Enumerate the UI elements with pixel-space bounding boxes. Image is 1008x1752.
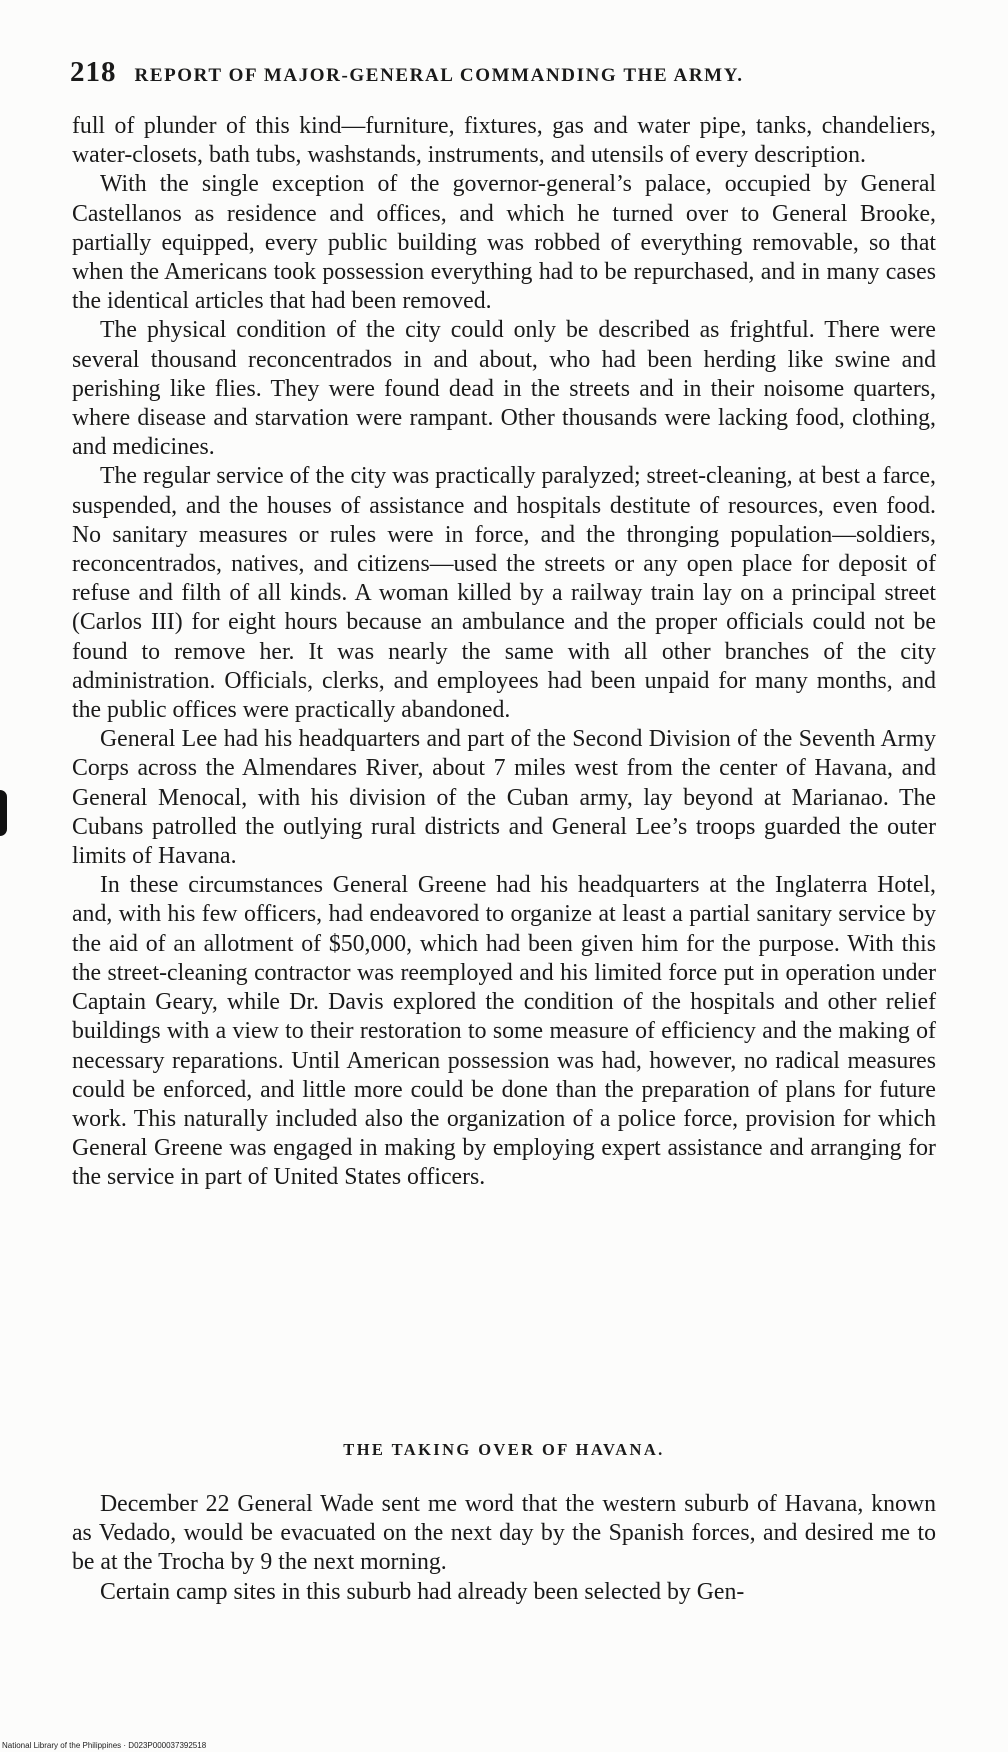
paragraph-december-22: December 22 General Wade sent me word that the western suburb of Havana, known as Vedado, would be evacuated on the next day by the Spanish forces, and desired me to be at the Trocha by 9 the next morning.: [72, 1491, 936, 1576]
binding-mark: [0, 790, 7, 836]
section-body-text: [72, 1490, 936, 1607]
paragraph-physical-condition: The physical condition of the city could only be described as frightful. There were several thousand reconcentrados in and about, who had been herding like swine and perishing like flies. They were found dead in the streets and in their noisome quarters, where disease and starvation were rampant. Other thousands were lacking food, clothing, and medicines.: [72, 317, 936, 461]
paragraph-general-lee: General Lee had his headquarters and part of the Second Division of the Seventh Army Corps across the Almendares River, about 7 miles west from the center of Havana, and General Menocal, with his division of the Cuban army, lay beyond at Marianao. The Cubans patrolled the outlying rural districts and General Lee’s troops guarded the outer limits of Havana.: [72, 726, 936, 870]
paragraph-public-buildings: With the single exception of the governor-general’s palace, occupied by General Castellanos as residence and offices, and which he turned over to General Brooke, partially equipped, every public building was robbed of everything removable, so that when the Americans took possession everything had to be repurchased, and in many cases the identical articles that had been removed.: [72, 171, 936, 315]
section-heading: THE TAKING OVER OF HAVANA.: [343, 1440, 665, 1459]
paragraph-camp-sites: Certain camp sites in this suburb had already been selected by Gen-: [100, 1578, 745, 1605]
page-number: 218: [70, 56, 117, 88]
running-head: [70, 56, 940, 96]
running-title: REPORT OF MAJOR-GENERAL COMMANDING THE ARMY.: [134, 65, 744, 86]
scan-credit: National Library of the Philippines · D023P000037392518: [2, 1741, 207, 1750]
paragraph-general-greene: In these circumstances General Greene had his headquarters at the Inglaterra Hotel, and, with his few officers, had endeavored to organize at least a partial sanitary service by the aid of an allotment of $50,000, which had been given him for the purpose. With this the street-cleaning contractor was reemployed and his limited force put in operation under Captain Geary, while Dr. Davis explored the condition of the hospitals and other relief buildings with a view to their restoration to some measure of efficiency and the making of necessary reparations. Until American possession was had, however, no radical measures could be enforced, and little more could be done than the preparation of plans for future work. This naturally included also the organization of a police force, provision for which General Greene was engaged in making by employing expert assistance and arranging for the service in part of United States officers.: [72, 872, 936, 1191]
paragraph-continuation: full of plunder of this kind—furniture, fixtures, gas and water pipe, tanks, chandeliers, water-closets, bath tubs, washstands, instruments, and utensils of every description.: [72, 113, 936, 169]
body-text: [72, 112, 936, 1193]
paragraph-regular-service: The regular service of the city was practically paralyzed; street-cleaning, at best a farce, suspended, and the houses of assistance and hospitals destitute of resources, even food. No sanitary measures or rules were in force, and the thronging population—soldiers, reconcentrados, natives, and citizens—used the streets or any open place for deposit of refuse and filth of all kinds. A woman killed by a railway train lay on a principal street (Carlos III) for eight hours because an ambulance and the proper officials could not be found to remove her. It was nearly the same with all other branches of the city administration. Officials, clerks, and employees had been unpaid for many months, and the public offices were practically abandoned.: [72, 463, 936, 724]
